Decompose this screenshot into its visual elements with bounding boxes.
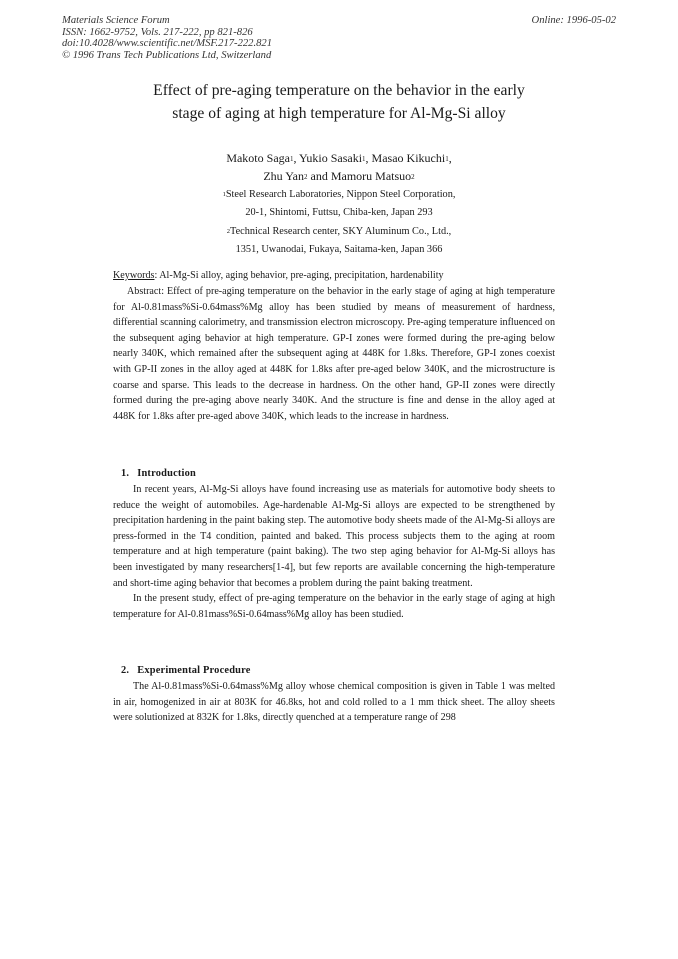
author-list [80,150,598,186]
affiliation-marker: 1 [289,155,294,163]
title-line-2: stage of aging at high temperature for Al-Mg-Si alloy [172,105,506,122]
journal-name: Materials Science Forum [62,15,170,26]
affiliation-2 [80,223,598,241]
experimental-paragraph-1: The Al-0.81mass%Si-0.64mass%Mg alloy whose chemical composition is given in Table 1 was melted in air, homogenized in air at 803K for 46.8ks, hot and cold rolled to a 1 mm thick sheet. The alloy sheets were solutionized at 832K for 1.8ks, directly quenched at a temperature range of 298 [113,681,555,724]
keywords-text: : Al-Mg-Si alloy, aging behavior, pre-aging, precipitation, hardenability [154,270,444,281]
affiliation-marker: 2 [411,173,415,181]
abstract [113,284,555,424]
author-name: , Yukio Sasaki [293,151,363,165]
section-title: Introduction [137,468,196,479]
affiliation-marker: 2 [226,227,230,235]
affiliation-marker: 1 [222,191,226,198]
affiliation-text: Steel Research Laboratories, Nippon Steel Corporation, [225,189,456,200]
section-heading-experimental [113,663,555,679]
affiliation-marker: 2 [304,173,308,181]
affiliations [80,186,598,259]
abstract-label: Abstract: [127,286,164,297]
author-name: , Masao Kikuchi [365,151,446,165]
introduction-paragraph-1: In recent years, Al-Mg-Si alloys have found increasing use as materials for automotive body sheets to reduce the weight of automobiles. Age-hardenable Al-Mg-Si alloys are expected to be strengthened by precipitation hardening in the paint baking step. The automotive body sheets made of the Al-Mg-Si alloys are press-formed in the T4 condition, painted and baked. This process subjects them to the aging at room temperature and at high temperature (paint baking). The two step aging behavior for Al-Mg-Si alloys has been investigated by many researchers[1-4], but few reports are available concerning the high-temperature and short-time aging behavior that becomes a problem during the paint baking treatment. [113,484,555,589]
introduction-paragraph-2: In the present study, effect of pre-aging temperature on the behavior in the early stage of aging at high temperature for Al-0.81mass%Si-0.64mass%Mg alloy has been studied. [113,593,555,620]
affiliation-1 [80,186,598,204]
author-line-2 [80,168,598,186]
section-title: Experimental Procedure [137,665,251,676]
author-name: Makoto Saga [226,151,290,165]
author-separator: , [448,151,452,165]
author-name: and Mamoru Matsuo [307,169,412,183]
online-date: Online: 1996-05-02 [531,15,616,26]
introduction-body [113,482,555,622]
keywords [113,268,555,284]
author-line-1 [80,150,598,168]
publication-metadata [62,15,272,61]
affiliation-marker: 1 [362,155,366,163]
copyright-line: © 1996 Trans Tech Publications Ltd, Switzerland [62,49,272,61]
affiliation-2-address: 1351, Uwanodai, Fukaya, Saitama-ken, Japan 366 [235,243,443,255]
doi-link[interactable]: doi:10.4028/www.scientific.net/MSF.217-222.821 [62,38,272,50]
section-number: 1. [121,468,130,479]
keywords-label: Keywords [113,270,155,281]
section-heading-introduction [113,466,555,482]
title-line-1: Effect of pre-aging temperature on the behavior in the early [153,82,525,99]
paper-title [80,79,598,125]
author-name: Zhu Yan [263,169,305,183]
section-number: 2. [121,665,130,676]
issn-line: ISSN: 1662-9752, Vols. 217-222, pp 821-826 [62,26,253,38]
affiliation-text: Technical Research center, SKY Aluminum Co., Ltd., [230,225,452,237]
affiliation-1-address: 20-1, Shintomi, Futtsu, Chiba-ken, Japan 293 [245,207,433,219]
abstract-text: Effect of pre-aging temperature on the behavior in the early stage of aging at high temperature for Al-0.81mass%Si-0.64mass%Mg alloy has been studied by means of measurement of hardness, differential scanning calorimetry, and transmission electron microscopy. Pre-aging temperature influenced on the subsequent aging behavior at high temperature. GP-I zones were formed during the pre-aging below nearly 340K, which remained after the subsequent aging at 448K for 1.8ks. Therefore, GP-I zones coexist with GP-II zones in the alloy aged at 448K for 1.8ks after pre-aged below 340K, and the microstructure is coarse and sparse. This leads to the decrease in hardness. On the other hand, GP-II zones were directly formed during the pre-aging above nearly 340K. And the structure is fine and dense in the alloy aged at 448K for 1.8ks after pre-aged above 340K, which leads to the increase in hardness. [113,286,555,422]
experimental-body [113,679,555,726]
affiliation-marker: 1 [445,155,449,163]
